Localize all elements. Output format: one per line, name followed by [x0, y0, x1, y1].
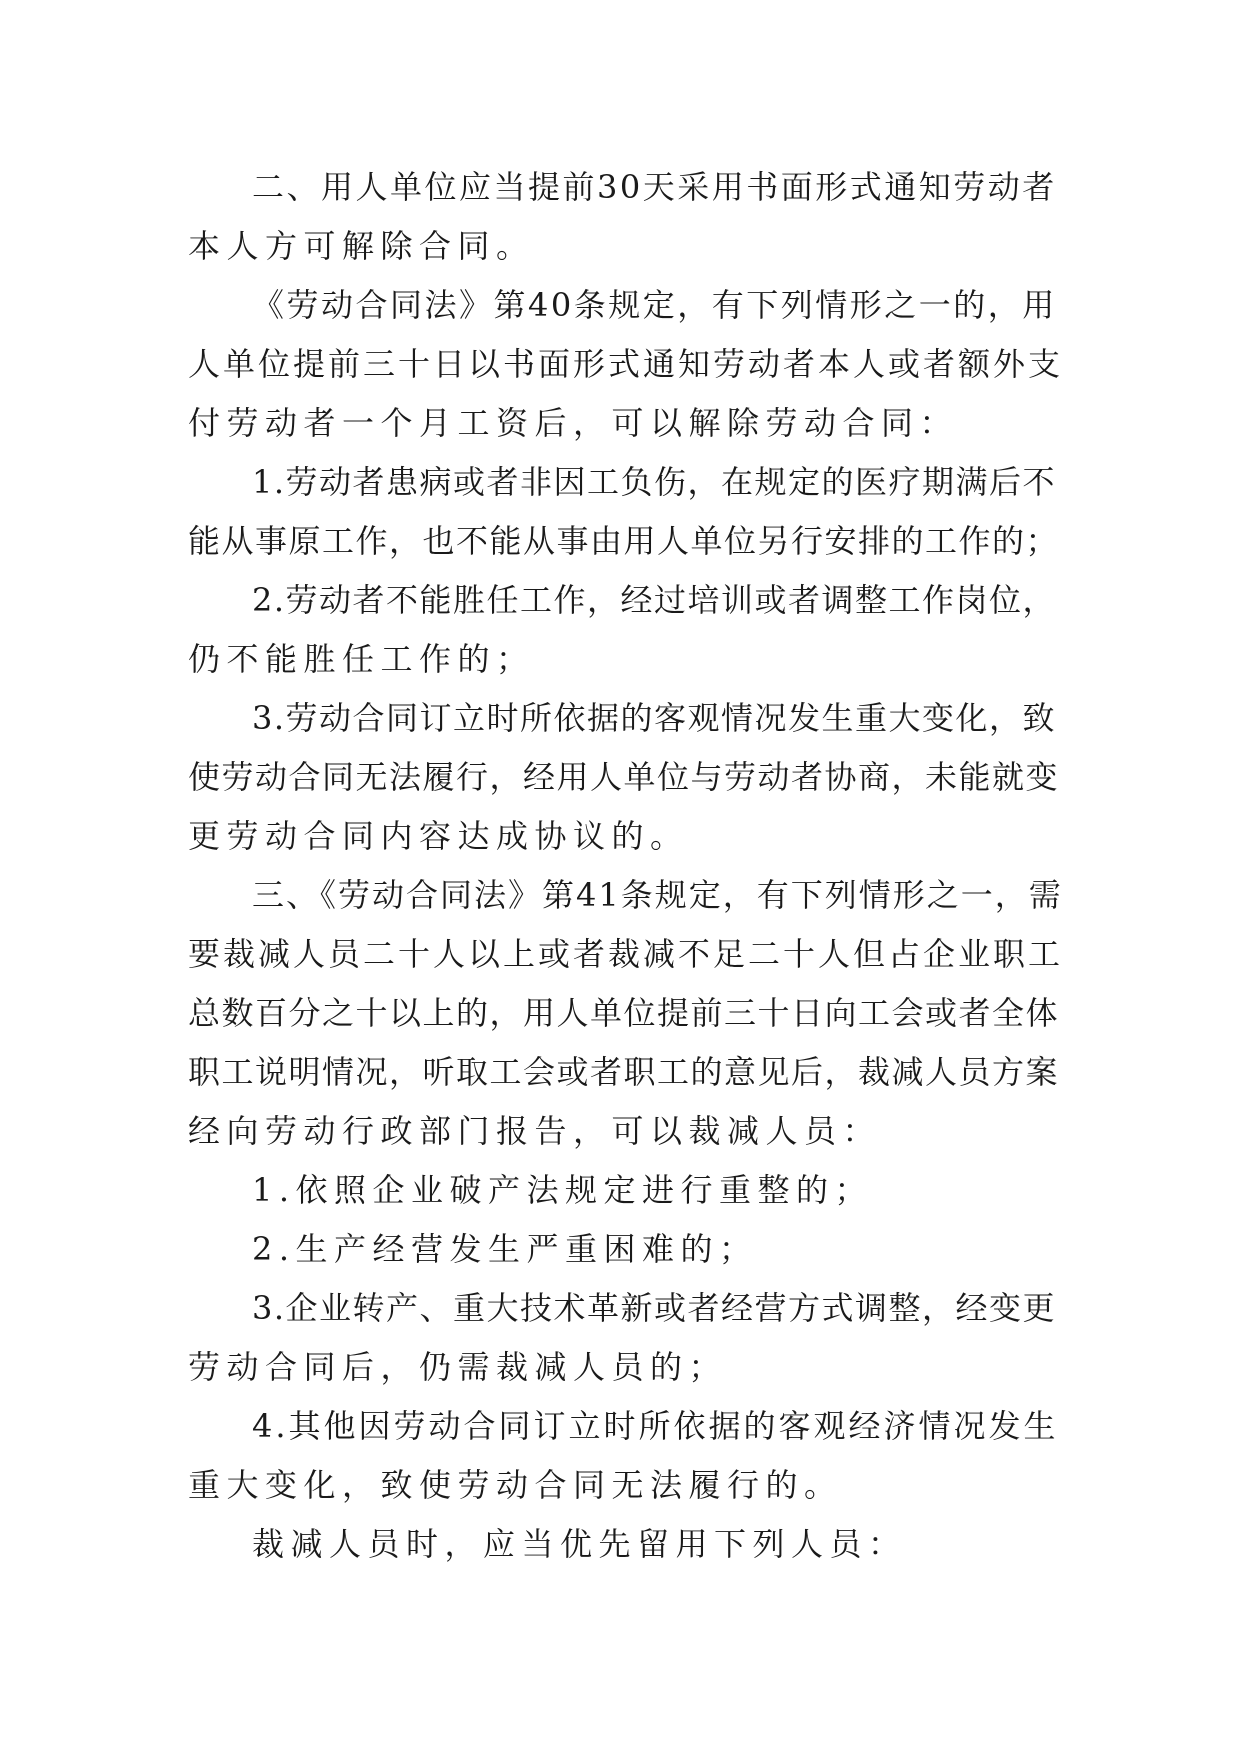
- text-line: 付劳动者一个月工资后，可以解除劳动合同：: [188, 404, 959, 442]
- text-line: 《劳动合同法》第40条规定，有下列情形之一的，用: [252, 286, 1057, 324]
- text-line: 二、用人单位应当提前30天采用书面形式通知劳动者: [252, 168, 1057, 206]
- text-line: 3.企业转产、重大技术革新或者经营方式调整，经变更: [252, 1289, 1057, 1327]
- list-item-article-40-1: [188, 453, 1068, 571]
- text-line: 总数百分之十以上的，用人单位提前三十日向工会或者全体: [188, 994, 1060, 1032]
- list-item-article-40-3: [188, 689, 1068, 866]
- text-line: 经向劳动行政部门报告，可以裁减人员：: [188, 1112, 882, 1150]
- paragraph-article-41: [188, 866, 1068, 1161]
- paragraph-notice-30-days: [188, 158, 1068, 276]
- text-line: 4.其他因劳动合同订立时所依据的客观经济情况发生: [252, 1407, 1059, 1445]
- list-item-article-41-1: [188, 1161, 1068, 1220]
- text-line: 人单位提前三十日以书面形式通知劳动者本人或者额外支: [188, 345, 1064, 383]
- paragraph-article-40: [188, 276, 1068, 453]
- list-item-article-40-2: [188, 571, 1068, 689]
- text-line: 重大变化，致使劳动合同无法履行的。: [188, 1466, 843, 1504]
- list-item-article-41-4: [188, 1397, 1068, 1515]
- text-line: 要裁减人员二十人以上或者裁减不足二十人但占企业职工: [188, 935, 1064, 973]
- text-line: 1.依照企业破产法规定进行重整的；: [252, 1171, 874, 1209]
- list-item-article-41-3: [188, 1279, 1068, 1397]
- list-item-article-41-2: [188, 1220, 1068, 1279]
- text-line: 更劳动合同内容达成协议的。: [188, 817, 689, 855]
- text-line: 使劳动合同无法履行，经用人单位与劳动者协商，未能就变: [188, 758, 1060, 796]
- text-line: 裁减人员时，应当优先留用下列人员：: [252, 1525, 907, 1563]
- text-line: 能从事原工作，也不能从事由用人单位另行安排的工作的；: [188, 522, 1060, 560]
- text-line: 本人方可解除合同。: [188, 227, 535, 265]
- paragraph-retention-priority: [188, 1515, 1068, 1574]
- text-line: 3.劳动合同订立时所依据的客观情况发生重大变化，致: [252, 699, 1057, 737]
- text-line: 仍不能胜任工作的；: [188, 640, 535, 678]
- document-body: [188, 158, 1068, 1574]
- text-line: 2.劳动者不能胜任工作，经过培训或者调整工作岗位，: [252, 581, 1057, 619]
- text-line: 职工说明情况，听取工会或者职工的意见后，裁减人员方案: [188, 1053, 1060, 1091]
- text-line: 三、《劳动合同法》第41条规定，有下列情形之一，需: [252, 876, 1063, 914]
- text-line: 1.劳动者患病或者非因工负伤，在规定的医疗期满后不: [252, 463, 1057, 501]
- text-line: 2.生产经营发生严重困难的；: [252, 1230, 758, 1268]
- text-line: 劳动合同后，仍需裁减人员的；: [188, 1348, 728, 1386]
